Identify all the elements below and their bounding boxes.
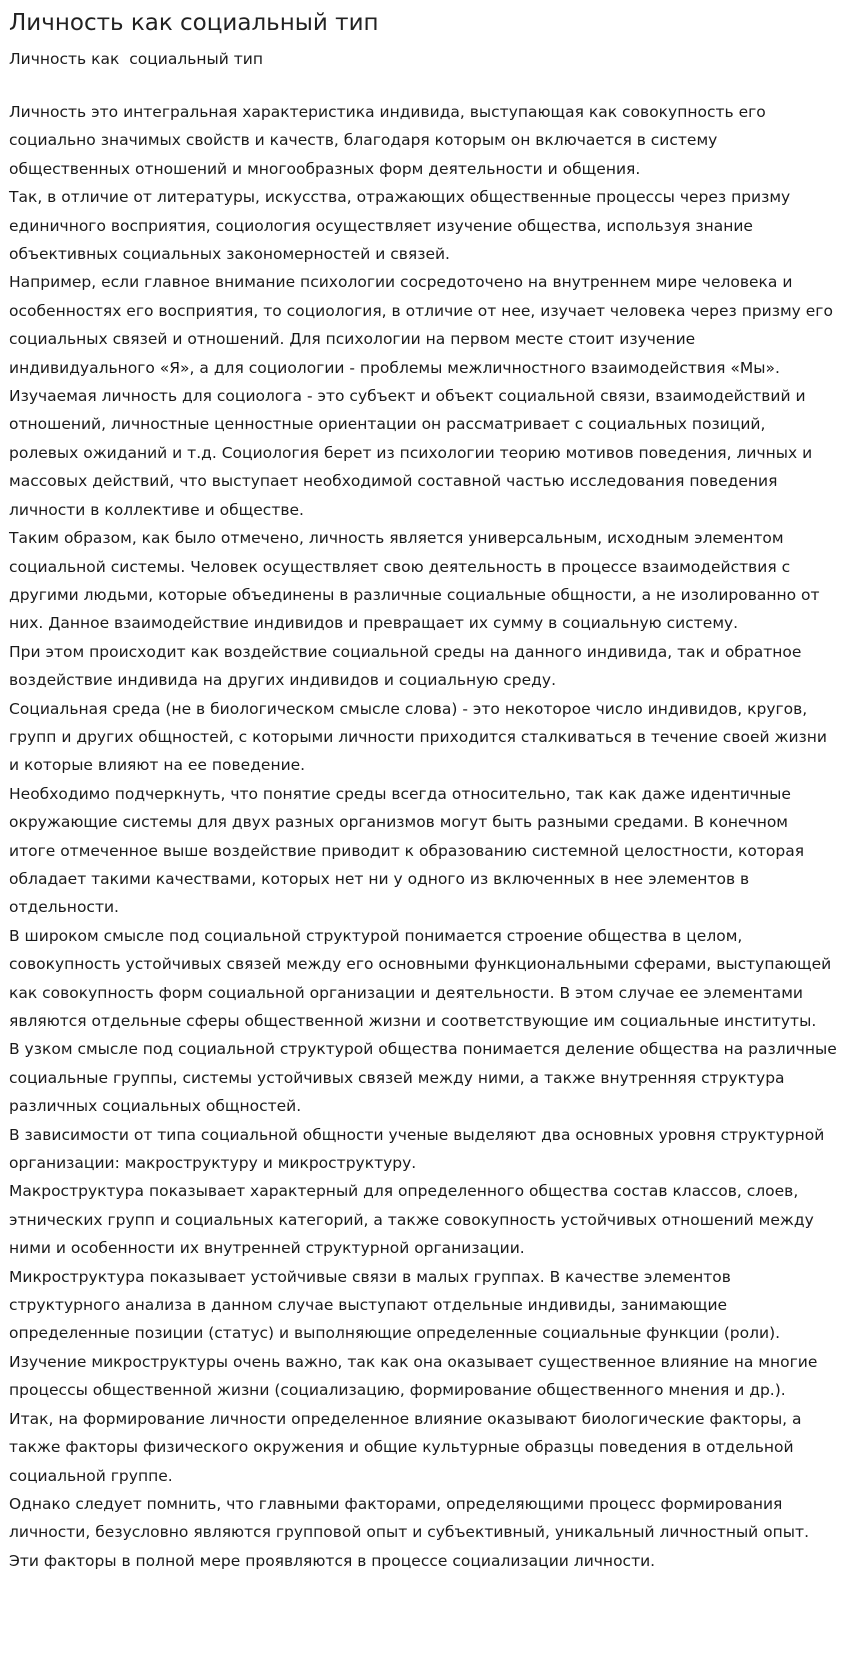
page-title: Личность как социальный тип [9, 10, 379, 36]
paragraph: Так, в отличие от литературы, искусства, отражающих общественные процессы через призму единичного восприятия, социология осуществляет изучение общества, используя знание объективных социальных закономерностей и связей. [9, 188, 791, 264]
paragraph: Социальная среда (не в биологическом смысле слова) - это некоторое число индивидов, кругов, групп и других общностей, с которыми личности приходится сталкиваться в течение своей жизни и которые влияют на ее поведение. [9, 699, 827, 775]
paragraph: Макроструктура показывает характерный для определенного общества состав классов, слоев, этнических групп и социальных категорий, а также совокупность устойчивых отношений между ними и особенности их внутренней структурной организации. [9, 1182, 814, 1258]
paragraph: Изучаемая личность для социолога - это субъект и объект социальной связи, взаимодействий и отношений, личностные ценностные ориентации он рассматривает с социальных позиций, ролевых ожиданий и т.д. Социология берет из психологии теорию мотивов поведения, личных и массовых действий, что выступает необходимой составной частью исследования поведения личности в коллективе и обществе. [9, 387, 813, 519]
paragraph: При этом происходит как воздействие социальной среды на данного индивида, так и обратное воздействие индивида на других индивидов и социальную среду. [9, 642, 802, 690]
paragraph: Личность это интегральная характеристика индивида, выступающая как совокупность его социально значимых свойств и качеств, благодаря которым он включается в систему общественных отношений и многообразных форм деятельности и общения. [9, 103, 766, 178]
paragraph: Например, если главное внимание психологии сосредоточено на внутреннем мире человека и особенностях его восприятия, то социология, в отличие от нее, изучает человека через призму его социальных связей и отношений. Для психологии на первом месте стоит изучение индивидуального «Я», а для социологии - проблемы межличностного взаимодействия «Мы». [9, 273, 833, 377]
paragraph: Микроструктура показывает устойчивые связи в малых группах. В качестве элементов структурного анализа в данном случае выступают отдельные индивиды, занимающие определенные позиции (статус) и выполняющие определенные социальные функции (роли). [9, 1267, 781, 1343]
document-body [9, 98, 838, 1575]
paragraph: Итак, на формирование личности определенное влияние оказывают биологические факторы, а также факторы физического окружения и общие культурные образцы поведения в отдельной социальной группе. [9, 1409, 802, 1485]
paragraph: Необходимо подчеркнуть, что понятие среды всегда относительно, так как даже идентичные окружающие системы для двух разных организмов могут быть разными средами. В конечном итоге отмеченное выше воздействие приводит к образованию системной целостности, которая обладает такими качествами, которых нет ни у одного из включенных в нее элементов в отдельности. [9, 784, 805, 917]
paragraph: Однако следует помнить, что главными факторами, определяющими процесс формирования личности, безусловно являются групповой опыт и субъективный, уникальный личностный опыт. Эти факторы в полной мере проявляются в процессе социализации личности. [9, 1494, 809, 1570]
paragraph: В зависимости от типа социальной общности ученые выделяют два основных уровня структурной организации: макроструктуру и микроструктуру. [9, 1125, 825, 1173]
paragraph: Таким образом, как было отмечено, личность является универсальным, исходным элементом социальной системы. Человек осуществляет свою деятельность в процессе взаимодействия с другими людьми, которые объединены в различные социальные общности, а не изолированно от них. Данное взаимодействие индивидов и превращает их сумму в социальную систему. [9, 529, 820, 633]
paragraph: В широком смысле под социальной структурой понимается строение общества в целом, совокупность устойчивых связей между его основными функциональными сферами, выступающей как совокупность форм социальной организации и деятельности. В этом случае ее элементами являются отдельные сферы общественной жизни и соответствующие им социальные институты. [9, 926, 832, 1030]
paragraph: В узком смысле под социальной структурой общества понимается деление общества на различные социальные группы, системы устойчивых связей между ними, а также внутренняя структура различных социальных общностей. [9, 1040, 837, 1116]
paragraph: Изучение микроструктуры очень важно, так как она оказывает существенное влияние на многие процессы общественной жизни (социализацию, формирование общественного мнения и др.). [9, 1352, 818, 1400]
document-subtitle: Личность как социальный тип [9, 50, 263, 68]
